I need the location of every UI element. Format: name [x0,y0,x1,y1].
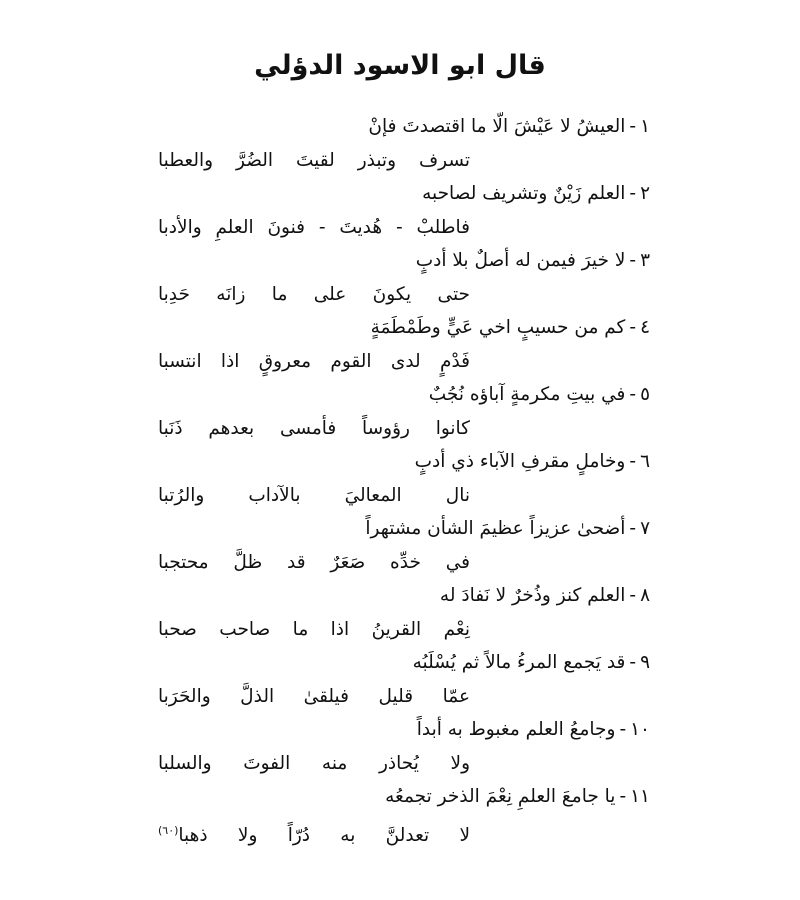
verse-second-text: ولا يُحاذر منه الفوتَ والسلبا [158,753,470,774]
verse-number: ٣ [640,250,650,271]
verse-first-hemistich [422,179,650,209]
verse-first-hemistich [371,313,650,343]
verse-dash: - [619,786,627,807]
verse [0,581,800,648]
verse-first-hemistich [440,581,650,611]
verse-number: ١١ [630,786,650,807]
verse-number: ٧ [640,518,650,539]
verse-second-text: لا تعدلنَّ به دُرّاً ولا ذهبا [178,825,470,847]
verse-second-text: فَدْمٍ لدى القوم معروقٍ اذا انتسبا [158,351,470,372]
verse-second-text: نِعْم القرينُ اذا ما صاحب صحبا [158,619,470,640]
verse-first-text: العلم زَيْنٌ وتشريف لصاحبه [422,183,626,204]
verse-second-text: نال المعاليَ بالآداب والرُتبا [158,485,470,506]
verse-number: ٢ [640,183,650,204]
verse [0,313,800,380]
verse-dash: - [629,652,637,673]
verse [0,112,800,179]
verse-dash: - [619,719,627,740]
verse-dash: - [629,384,637,405]
verse-first-text: يا جامعَ العلمِ نِعْمَ الذخر تجمعُه [385,786,616,807]
verse-first-hemistich [429,380,650,410]
verse [0,380,800,447]
verse-dash: - [629,451,637,472]
verse-second-hemistich [158,682,470,712]
verse-first-text: وجامعُ العلم مغبوط به أبداً [416,719,616,740]
verse [0,447,800,514]
verse-dash: - [629,183,637,204]
verse-second-hemistich [158,146,470,176]
verse-first-text: العيشُ لا عَيْشَ الّا ما اقتصدتَ فإنْ [368,116,626,137]
verse-second-hemistich [158,280,470,310]
verse-second-hemistich [158,481,470,511]
verse [0,514,800,581]
verse-second-text: تسرف وتبذر لقيتَ الضُرَّ والعطبا [158,150,470,171]
verse [0,246,800,313]
verse-first-hemistich [385,782,650,812]
verse-number: ١٠ [630,719,650,740]
verse-number: ٥ [640,384,650,405]
verse-number: ١ [640,116,650,137]
verse-first-text: لا خيرَ فيمن له أصلٌ بلا أدبٍ [415,250,626,271]
verse [0,715,800,782]
verse-first-text: في بيتِ مكرمةٍ آباؤه نُجُبٌ [428,384,626,405]
verse-first-text: أضحىٰ عزيزاً عظيمَ الشأن مشتهراً [365,518,626,539]
verse [0,782,800,849]
verse-first-hemistich [368,112,650,142]
verse-number: ٩ [640,652,650,673]
page-title: قال ابو الاسود الدؤلي [254,50,546,81]
verse [0,179,800,246]
verse [0,648,800,715]
verse-second-text: في خدِّه صَعَرٌ قد ظلَّ محتجبا [158,552,470,573]
verse-first-hemistich [416,246,650,276]
verse-first-hemistich [415,447,650,477]
verse-first-text: وخاملٍ مقرفِ الآباء ذي أدبٍ [414,451,626,472]
verse-number: ٤ [640,317,650,338]
verse-dash: - [629,317,637,338]
verse-second-text: كانوا رؤوساً فأمسى بعدهم ذَنَبا [158,418,470,439]
verse-dash: - [629,518,637,539]
verse-first-hemistich [417,715,650,745]
poem [0,112,800,849]
verse-first-text: كم من حسيبٍ اخي عَيٍّ وطَمْطَمَةٍ [370,317,626,338]
verse-first-text: العلم كنز وذُخرٌ لا نَفادَ له [439,585,626,606]
verse-number: ٨ [640,585,650,606]
verse-second-hemistich [158,615,470,645]
verse-second-hemistich [158,213,470,243]
verse-dash: - [629,116,637,137]
verse-second-text: عمّا قليل فيلقىٰ الذلَّ والحَرَبا [158,686,470,707]
verse-dash: - [629,585,637,606]
verse-first-hemistich [413,648,650,678]
verse-number: ٦ [640,451,650,472]
verse-first-text: قد يَجمع المرءُ مالاً ثم يُسْلَبُه [412,652,626,673]
verse-second-text: فاطلبْ - هُديتَ - فنونَ العلمِ والأدبا [158,217,470,238]
verse-dash: - [629,250,637,271]
verse-second-hemistich [158,548,470,578]
footnote-marker: (٦٠) [158,824,179,837]
verse-first-hemistich [365,514,650,544]
verse-second-hemistich [158,816,470,851]
verse-second-hemistich [158,414,470,444]
verse-second-hemistich [158,347,470,377]
verse-second-hemistich [158,749,470,779]
verse-second-text: حتى يكونَ على ما زانَه حَدِبا [158,284,470,305]
